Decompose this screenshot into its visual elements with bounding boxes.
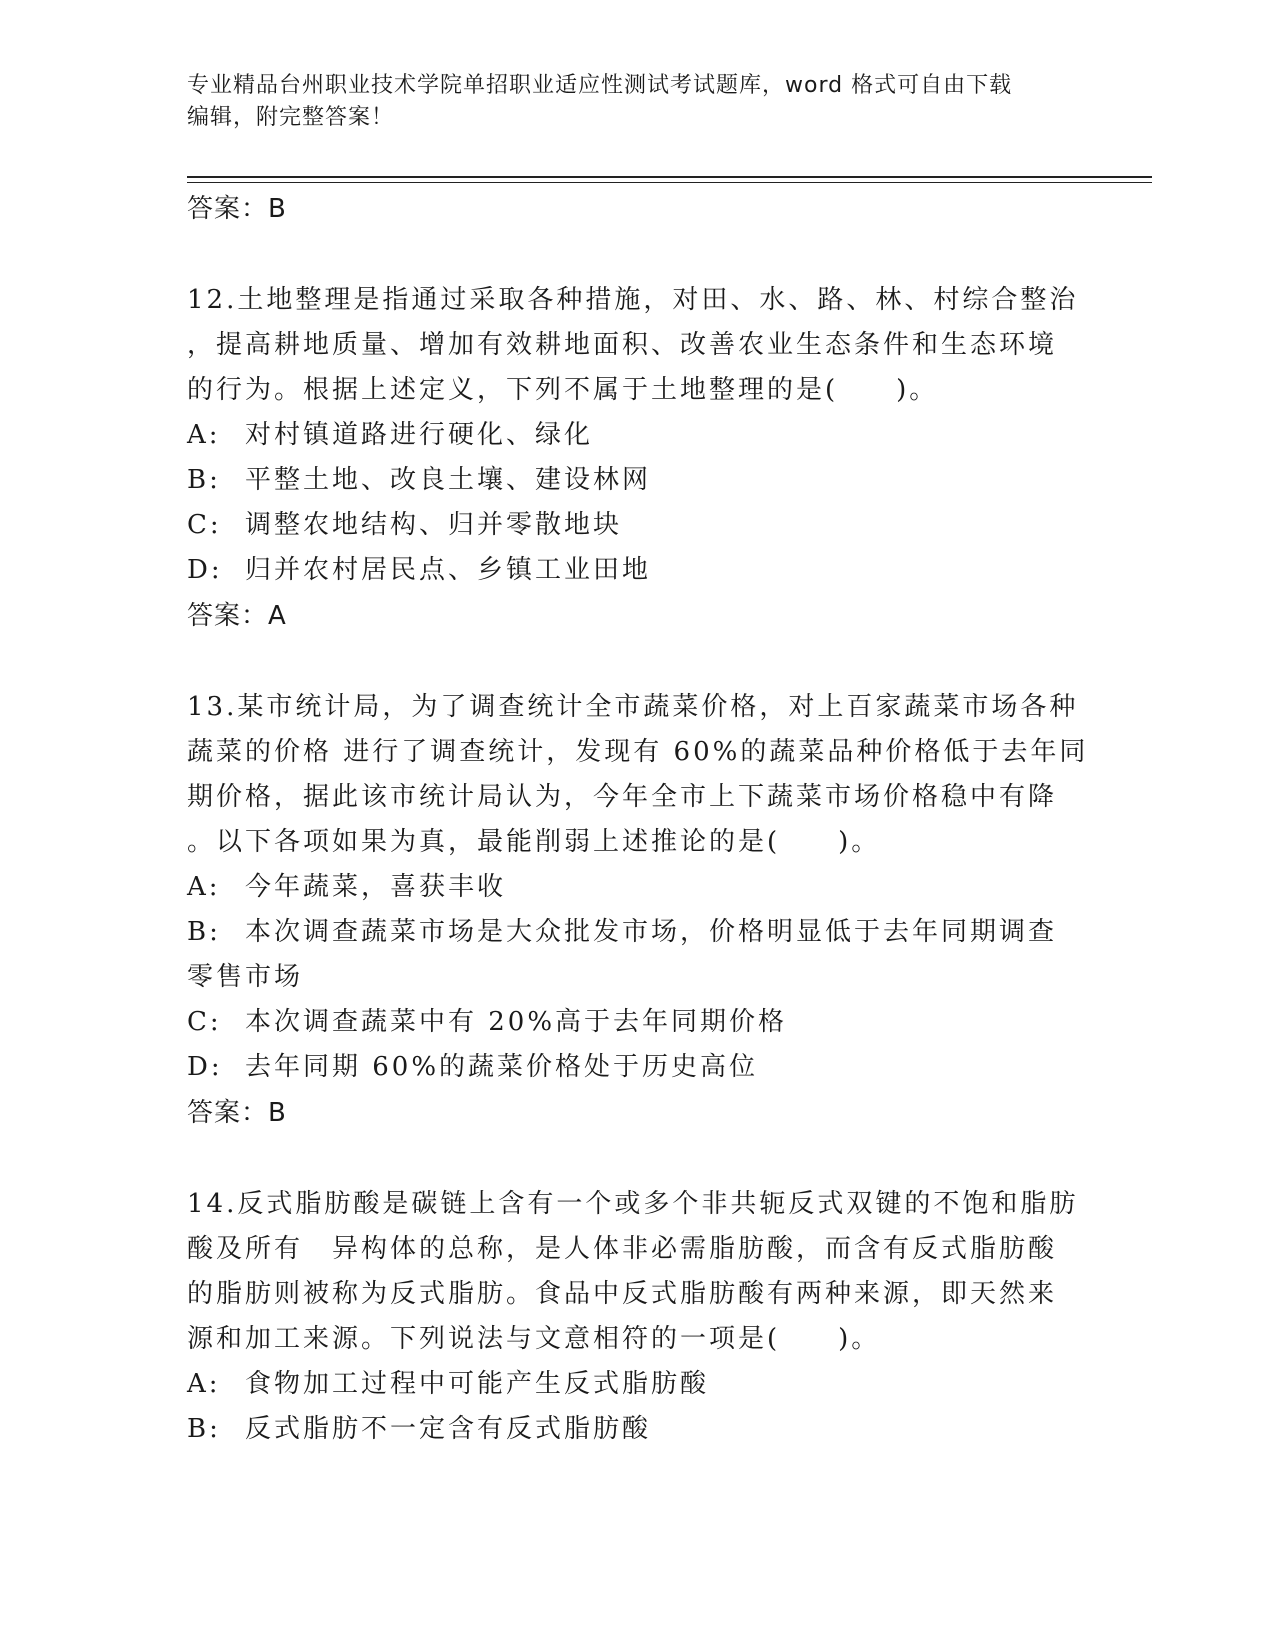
option-text: 归并农村居民点、乡镇工业田地	[245, 555, 652, 585]
answer-line: 答案：B	[187, 194, 287, 224]
option-letter: B:	[187, 465, 221, 495]
answer-line: 答案：B	[187, 1098, 287, 1128]
option-a	[187, 1362, 1117, 1407]
option-letter: B:	[187, 917, 221, 947]
option-b	[187, 1407, 1117, 1452]
question-14	[187, 1182, 1117, 1452]
option-letter: B:	[187, 1414, 221, 1444]
option-b	[187, 910, 1117, 955]
question-13	[187, 685, 1117, 1136]
option-c	[187, 1000, 1117, 1045]
question-stem-line: 。以下各项如果为真，最能削弱上述推论的是( )。	[187, 827, 881, 857]
question-12	[187, 278, 1117, 639]
header-line-2: 编辑，附完整答案！	[187, 105, 395, 130]
document-body	[187, 186, 1117, 1452]
option-text: 去年同期 60%的蔬菜价格处于历史高位	[245, 1052, 759, 1082]
option-letter: C:	[187, 1007, 222, 1037]
option-text: 平整土地、改良土壤、建设林网	[245, 465, 652, 495]
option-a	[187, 413, 1117, 458]
option-text: 本次调查蔬菜中有 20%高于去年同期价格	[245, 1007, 788, 1037]
question-stem-line: 12.土地整理是指通过采取各种措施，对田、水、路、林、村综合整治	[187, 285, 1079, 315]
question-stem-line: 的脂肪则被称为反式脂肪。食品中反式脂肪酸有两种来源，即天然来	[187, 1279, 1058, 1309]
question-stem-line: 期价格，据此该市统计局认为，今年全市上下蔬菜市场价格稳中有降	[187, 782, 1058, 812]
header-divider-thick	[187, 176, 1152, 178]
option-text: 反式脂肪不一定含有反式脂肪酸	[245, 1414, 652, 1444]
option-letter: D:	[187, 1052, 223, 1082]
option-text: 对村镇道路进行硬化、绿化	[245, 420, 594, 450]
option-text: 今年蔬菜，喜获丰收	[245, 872, 507, 902]
option-letter: A:	[187, 1369, 221, 1399]
option-letter: A:	[187, 872, 221, 902]
question-stem-line: ，提高耕地质量、增加有效耕地面积、改善农业生态条件和生态环境	[187, 330, 1058, 360]
header-divider-thin	[187, 182, 1152, 183]
question-stem-line: 蔬菜的价格 进行了调查统计，发现有 60%的蔬菜品种价格低于去年同	[187, 737, 1089, 767]
option-b	[187, 458, 1117, 503]
option-d	[187, 1045, 1117, 1090]
question-stem-line: 的行为。根据上述定义，下列不属于土地整理的是( )。	[187, 375, 939, 405]
answer-line: 答案：A	[187, 601, 287, 631]
option-letter: A:	[187, 420, 221, 450]
option-c	[187, 503, 1117, 548]
question-stem-line: 酸及所有 异构体的总称，是人体非必需脂肪酸，而含有反式脂肪酸	[187, 1234, 1058, 1264]
option-a	[187, 865, 1117, 910]
question-stem-line: 14.反式脂肪酸是碳链上含有一个或多个非共轭反式双键的不饱和脂肪	[187, 1189, 1079, 1219]
option-letter: C:	[187, 510, 222, 540]
question-stem-line: 13.某市统计局，为了调查统计全市蔬菜价格，对上百家蔬菜市场各种	[187, 692, 1079, 722]
option-b-continuation: 零售市场	[187, 962, 304, 992]
page-header	[187, 70, 1067, 134]
option-text: 调整农地结构、归并零散地块	[245, 510, 623, 540]
option-text: 食物加工过程中可能产生反式脂肪酸	[245, 1369, 710, 1399]
question-stem-line: 源和加工来源。下列说法与文意相符的一项是( )。	[187, 1324, 881, 1354]
option-d	[187, 548, 1117, 593]
header-line-1: 专业精品台州职业技术学院单招职业适应性测试考试题库，word 格式可自由下载	[187, 73, 1013, 98]
option-text: 本次调查蔬菜市场是大众批发市场，价格明显低于去年同期调查	[245, 917, 1058, 947]
option-letter: D:	[187, 555, 223, 585]
